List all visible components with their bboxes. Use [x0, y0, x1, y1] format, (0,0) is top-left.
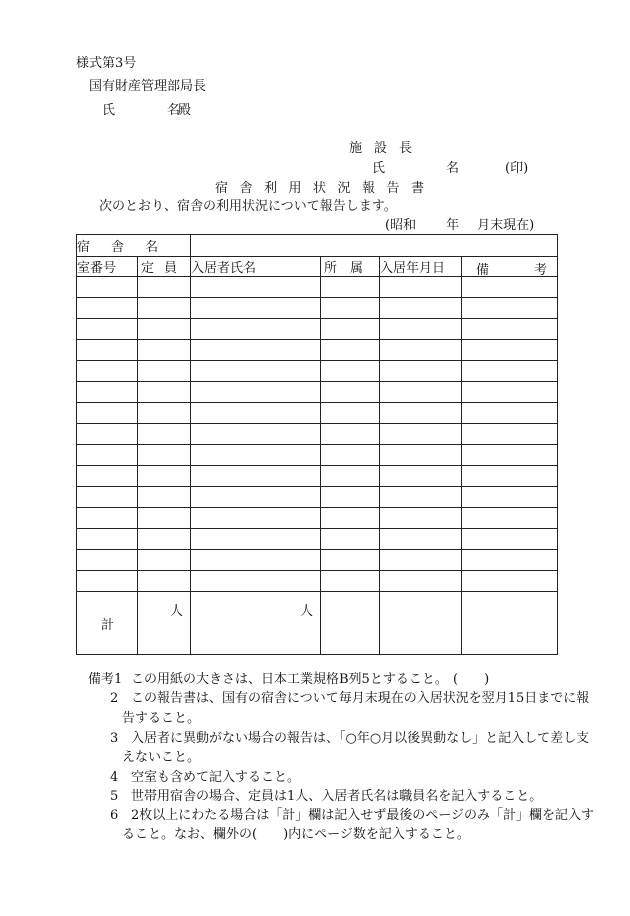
dormitory-label: 宿舎名	[77, 235, 191, 257]
department-cell[interactable]	[321, 319, 380, 340]
resident-name-cell[interactable]	[191, 466, 321, 487]
department-cell[interactable]	[321, 361, 380, 382]
resident-name-cell[interactable]	[191, 424, 321, 445]
table-row	[77, 382, 558, 403]
table-row	[77, 361, 558, 382]
remarks-cell[interactable]	[462, 340, 558, 361]
department-cell[interactable]	[321, 277, 380, 298]
total-label-cell	[77, 592, 138, 655]
table-row	[77, 424, 558, 445]
note-4-line-1: 空室も含めて記入すること。	[131, 770, 301, 785]
department-cell[interactable]	[321, 298, 380, 319]
dormitory-usage-table	[76, 234, 558, 655]
total-capacity-unit: 人	[170, 604, 184, 619]
department-cell[interactable]	[321, 382, 380, 403]
table-row	[77, 487, 558, 508]
remarks-cell[interactable]	[462, 403, 558, 424]
department-cell[interactable]	[321, 403, 380, 424]
resident-name-cell[interactable]	[191, 361, 321, 382]
resident-name-cell[interactable]	[191, 508, 321, 529]
note-1-text: この用紙の大きさは、日本工業規格B列5とすること。	[131, 672, 448, 687]
room-no-cell[interactable]	[77, 319, 138, 340]
total-empty-cell	[462, 592, 558, 655]
move-in-date-cell[interactable]	[380, 445, 462, 466]
move-in-date-cell[interactable]	[380, 508, 462, 529]
page-count-field: ( )	[453, 672, 490, 687]
move-in-date-cell[interactable]	[380, 277, 462, 298]
resident-name-cell[interactable]	[191, 340, 321, 361]
seal-mark: (印)	[505, 161, 529, 176]
move-in-date-cell[interactable]	[380, 424, 462, 445]
resident-name-cell[interactable]	[191, 571, 321, 592]
table-row	[77, 340, 558, 361]
note-5-line-1: 世帯用宿舎の場合、定員は1人、入居者氏名は職員名を記入すること。	[131, 789, 543, 804]
room-no-cell[interactable]	[77, 403, 138, 424]
move-in-date-cell[interactable]	[380, 571, 462, 592]
total-empty-cell	[321, 592, 380, 655]
resident-name-cell[interactable]	[191, 298, 321, 319]
table-row	[77, 298, 558, 319]
table-row	[77, 508, 558, 529]
capacity-cell[interactable]	[138, 571, 191, 592]
notes-heading: 備考1	[88, 672, 123, 687]
note-5-number: 5	[110, 789, 119, 804]
remarks-cell[interactable]	[462, 361, 558, 382]
department-cell[interactable]	[321, 424, 380, 445]
room-no-cell[interactable]	[77, 466, 138, 487]
department-cell[interactable]	[321, 571, 380, 592]
sender-name-label-2: 名	[446, 161, 460, 176]
remarks-cell[interactable]	[462, 445, 558, 466]
department-cell[interactable]	[321, 340, 380, 361]
header-remarks-1: 備	[476, 263, 490, 278]
resident-name-cell[interactable]	[191, 445, 321, 466]
total-label: 計	[101, 618, 115, 633]
move-in-date-cell[interactable]	[380, 487, 462, 508]
note-2-line-1: この報告書は、国有の宿舎について毎月末現在の入居状況を翌月15日までに報	[131, 691, 590, 706]
table-row	[77, 466, 558, 487]
capacity-cell[interactable]	[138, 487, 191, 508]
capacity-cell[interactable]	[138, 466, 191, 487]
capacity-cell[interactable]	[138, 340, 191, 361]
room-no-cell[interactable]	[77, 571, 138, 592]
capacity-cell[interactable]	[138, 424, 191, 445]
room-no-cell[interactable]	[77, 487, 138, 508]
room-no-cell[interactable]	[77, 340, 138, 361]
capacity-cell[interactable]	[138, 445, 191, 466]
header-capacity: 定員	[138, 257, 191, 277]
note-3-line-1: 入居者に異動がない場合の報告は、「○年○月以後異動なし」と記入して差し支	[131, 731, 590, 746]
resident-name-cell[interactable]	[191, 529, 321, 550]
dormitory-name-cell[interactable]	[191, 235, 558, 257]
table-row	[77, 445, 558, 466]
note-3-number: 3	[110, 731, 119, 746]
sender-name-label-1: 氏	[372, 161, 386, 176]
header-move-in-date: 入居年月日	[380, 257, 462, 277]
as-of-year: 年	[446, 218, 460, 233]
form-number: 様式第3号	[76, 56, 137, 71]
header-room-no: 室番号	[77, 257, 138, 277]
total-empty-cell	[380, 592, 462, 655]
table-row	[77, 277, 558, 298]
department-cell[interactable]	[321, 466, 380, 487]
resident-name-cell[interactable]	[191, 487, 321, 508]
remarks-cell[interactable]	[462, 298, 558, 319]
move-in-date-cell[interactable]	[380, 466, 462, 487]
room-no-cell[interactable]	[77, 382, 138, 403]
remarks-cell[interactable]	[462, 571, 558, 592]
capacity-cell[interactable]	[138, 382, 191, 403]
dormitory-row	[77, 235, 558, 257]
resident-name-cell[interactable]	[191, 319, 321, 340]
remarks-cell[interactable]	[462, 487, 558, 508]
remarks-cell[interactable]	[462, 508, 558, 529]
header-department: 所属	[321, 257, 380, 277]
addressee-name-label: 氏 名	[102, 103, 181, 118]
remarks-cell[interactable]	[462, 550, 558, 571]
sender-title: 施設長	[349, 141, 425, 156]
as-of-date	[385, 218, 534, 234]
remarks-cell[interactable]	[462, 382, 558, 403]
as-of-month: 月末現在)	[477, 218, 535, 233]
capacity-cell[interactable]	[138, 298, 191, 319]
move-in-date-cell[interactable]	[380, 382, 462, 403]
table-row	[77, 529, 558, 550]
department-cell[interactable]	[321, 487, 380, 508]
move-in-date-cell[interactable]	[380, 529, 462, 550]
capacity-cell[interactable]	[138, 319, 191, 340]
note-4-number: 4	[110, 770, 119, 785]
total-residents-unit: 人	[300, 604, 314, 619]
remarks-cell[interactable]	[462, 529, 558, 550]
move-in-date-cell[interactable]	[380, 319, 462, 340]
capacity-cell[interactable]	[138, 403, 191, 424]
room-no-cell[interactable]	[77, 445, 138, 466]
as-of-era: (昭和	[385, 218, 417, 233]
capacity-cell[interactable]	[138, 529, 191, 550]
move-in-date-cell[interactable]	[380, 550, 462, 571]
table-row	[77, 571, 558, 592]
department-cell[interactable]	[321, 550, 380, 571]
department-cell[interactable]	[321, 508, 380, 529]
capacity-cell[interactable]	[138, 508, 191, 529]
column-header-row	[77, 257, 558, 277]
capacity-cell[interactable]	[138, 550, 191, 571]
room-no-cell[interactable]	[77, 361, 138, 382]
room-no-cell[interactable]	[77, 298, 138, 319]
table-row	[77, 403, 558, 424]
move-in-date-cell[interactable]	[380, 340, 462, 361]
note-2-line-2: 告すること。	[122, 711, 201, 726]
department-cell[interactable]	[321, 445, 380, 466]
remarks-cell[interactable]	[462, 424, 558, 445]
note-6-line-2: ること。なお、欄外の( )内にページ数を記入すること。	[122, 827, 470, 842]
addressee-organization: 国有財産管理部局長	[89, 79, 207, 94]
department-cell[interactable]	[321, 529, 380, 550]
note-2-number: 2	[110, 691, 119, 706]
move-in-date-cell[interactable]	[380, 403, 462, 424]
remarks-cell[interactable]	[462, 277, 558, 298]
resident-name-cell[interactable]	[191, 550, 321, 571]
capacity-cell[interactable]	[138, 277, 191, 298]
room-no-cell[interactable]	[77, 277, 138, 298]
intro-sentence: 次のとおり、宿舎の利用状況について報告します。	[99, 199, 397, 214]
move-in-date-cell[interactable]	[380, 361, 462, 382]
table-row	[77, 319, 558, 340]
move-in-date-cell[interactable]	[380, 298, 462, 319]
room-no-cell[interactable]	[77, 424, 138, 445]
remarks-cell[interactable]	[462, 466, 558, 487]
resident-name-cell[interactable]	[191, 403, 321, 424]
total-capacity-cell[interactable]	[138, 592, 191, 655]
resident-name-cell[interactable]	[191, 277, 321, 298]
note-6-number: 6	[110, 808, 119, 823]
table-row	[77, 550, 558, 571]
document-title: 宿舎利用状況報告書	[215, 181, 436, 196]
total-row	[77, 592, 558, 655]
remarks-cell[interactable]	[462, 319, 558, 340]
total-residents-cell[interactable]	[191, 592, 321, 655]
header-remarks-2: 考	[534, 263, 548, 278]
resident-name-cell[interactable]	[191, 382, 321, 403]
note-3-line-2: えないこと。	[122, 750, 201, 765]
room-no-cell[interactable]	[77, 550, 138, 571]
note-6-line-1: 2枚以上にわたる場合は「計」欄は記入せず最後のページのみ「計」欄を記入す	[131, 808, 595, 823]
addressee-honorific: 殿	[178, 103, 192, 118]
room-no-cell[interactable]	[77, 529, 138, 550]
room-no-cell[interactable]	[77, 508, 138, 529]
header-remarks	[462, 257, 558, 277]
capacity-cell[interactable]	[138, 361, 191, 382]
header-resident-name: 入居者氏名	[191, 257, 321, 277]
